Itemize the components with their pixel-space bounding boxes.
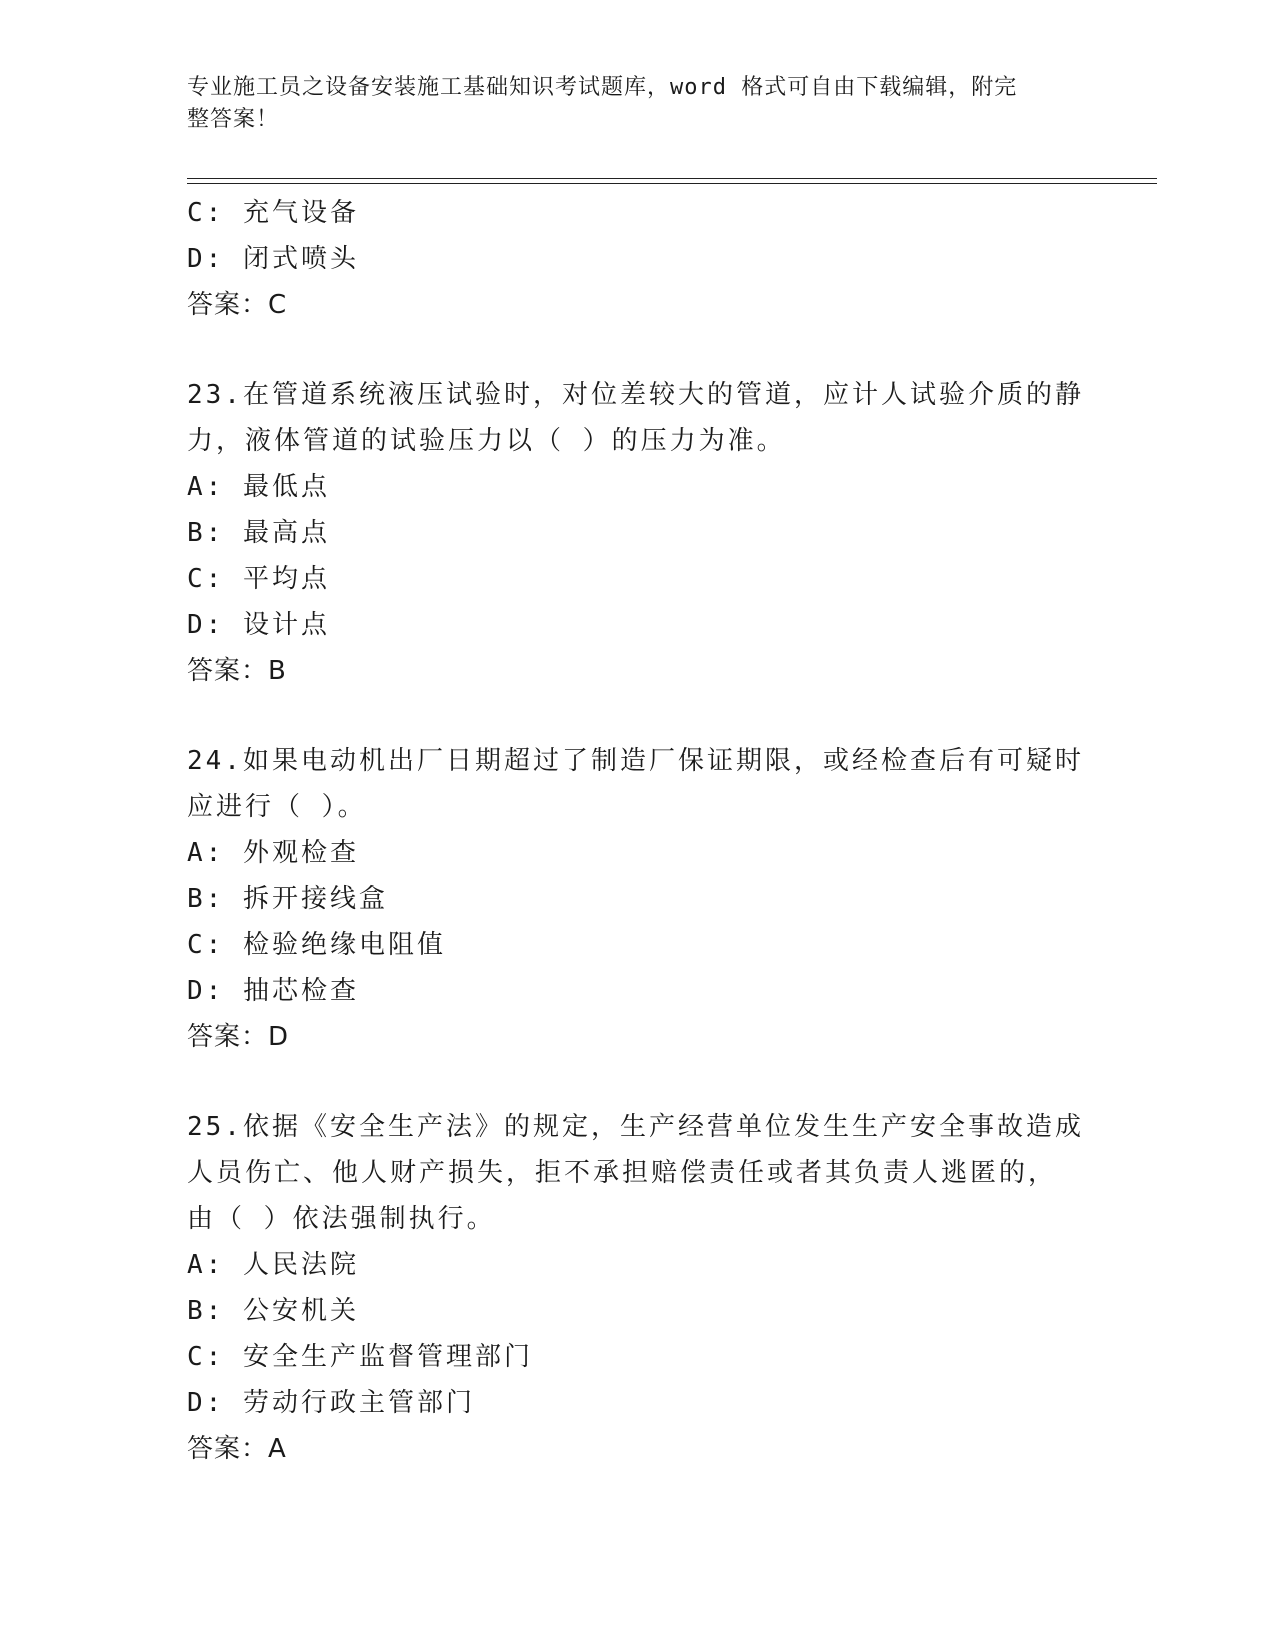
question-25 (187, 1104, 1087, 1472)
document-header (187, 72, 1067, 136)
option-b: B: 公安机关 (187, 1296, 359, 1326)
option-d: D: 劳动行政主管部门 (187, 1388, 475, 1418)
header-line-2: 整答案！ (187, 107, 280, 132)
option-b: B: 最高点 (187, 518, 330, 548)
option-d: D: 设计点 (187, 610, 330, 640)
question-stem: 人员伤亡、他人财产损失，拒不承担赔偿责任或者其负责人逃匿的， (187, 1158, 1058, 1188)
option-a: A: 人民法院 (187, 1250, 359, 1280)
option-d: D: 闭式喷头 (187, 244, 359, 274)
question-stem: 23.在管道系统液压试验时，对位差较大的管道，应计人试验介质的静 (187, 380, 1084, 410)
question-23 (187, 372, 1087, 694)
option-a: A: 最低点 (187, 472, 330, 502)
option-c: C: 检验绝缘电阻值 (187, 930, 446, 960)
answer-line: 答案：C (187, 290, 288, 320)
question-list (187, 190, 1087, 1472)
question-22-continued (187, 190, 1087, 328)
option-b: B: 拆开接线盒 (187, 884, 388, 914)
option-c: C: 安全生产监督管理部门 (187, 1342, 533, 1372)
option-c: C: 平均点 (187, 564, 330, 594)
option-c: C: 充气设备 (187, 198, 359, 228)
header-line-1: 专业施工员之设备安装施工基础知识考试题库，word 格式可自由下载编辑，附完 (187, 75, 1018, 100)
question-stem: 应进行（ ）。 (187, 792, 367, 822)
answer-line: 答案：B (187, 656, 287, 686)
question-stem: 24.如果电动机出厂日期超过了制造厂保证期限，或经检查后有可疑时 (187, 746, 1084, 776)
answer-line: 答案：A (187, 1434, 287, 1464)
question-stem: 25.依据《安全生产法》的规定，生产经营单位发生生产安全事故造成 (187, 1112, 1084, 1142)
header-divider-bottom (187, 183, 1157, 184)
question-stem: 力，液体管道的试验压力以（ ）的压力为准。 (187, 426, 786, 456)
option-a: A: 外观检查 (187, 838, 359, 868)
answer-line: 答案：D (187, 1022, 290, 1052)
header-divider-top (187, 178, 1157, 179)
option-d: D: 抽芯检查 (187, 976, 359, 1006)
question-24 (187, 738, 1087, 1060)
question-stem: 由（ ）依法强制执行。 (187, 1204, 496, 1234)
